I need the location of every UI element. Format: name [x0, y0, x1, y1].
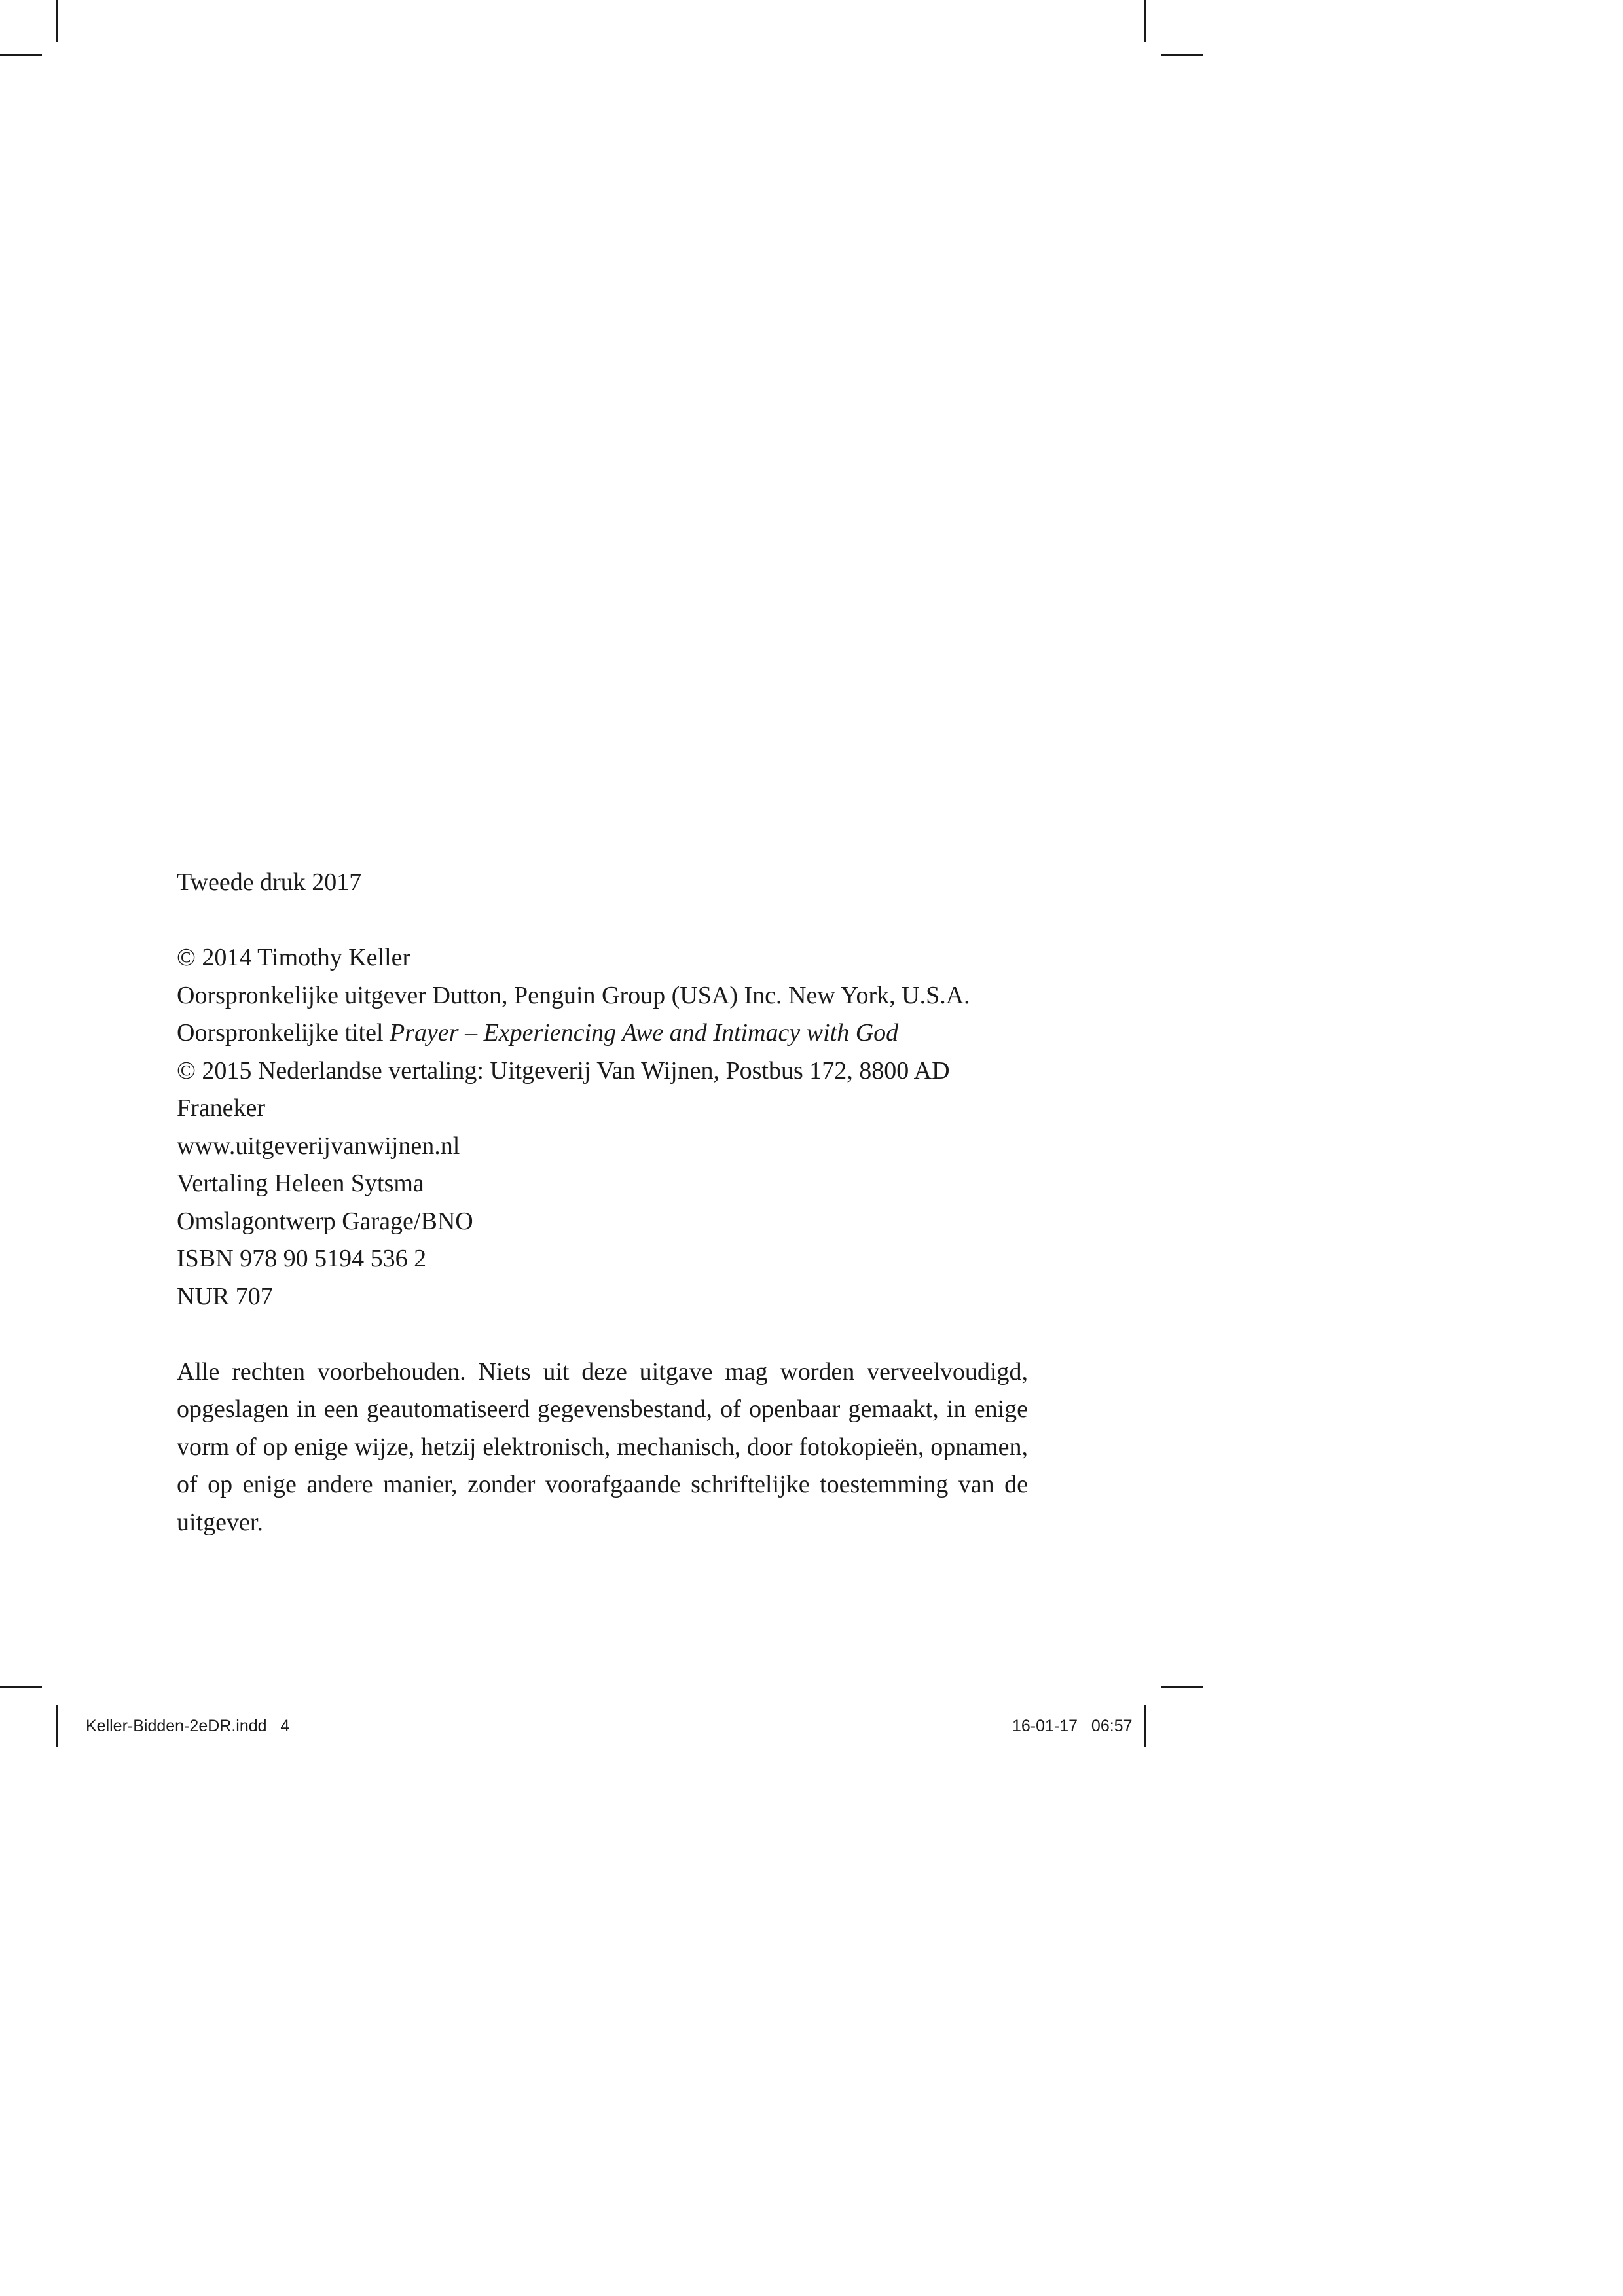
- translator-line: Vertaling Heleen Sytsma: [177, 1170, 424, 1197]
- crop-mark-bottom-right-horizontal: [1161, 1686, 1203, 1688]
- spacer: [177, 1316, 1028, 1354]
- crop-mark-bottom-left-vertical: [56, 1705, 58, 1747]
- isbn-line: ISBN 978 90 5194 536 2: [177, 1245, 427, 1272]
- crop-mark-top-left-vertical: [56, 0, 58, 42]
- nur-line: NUR 707: [177, 1282, 273, 1310]
- crop-mark-top-right-horizontal: [1161, 54, 1203, 56]
- crop-mark-top-left-horizontal: [0, 54, 42, 56]
- edition-line: Tweede druk 2017: [177, 869, 362, 896]
- cover-design-line: Omslagontwerp Garage/BNO: [177, 1207, 473, 1235]
- crop-mark-top-right-vertical: [1144, 0, 1146, 42]
- slug-filename: Keller-Bidden-2eDR.indd 4: [86, 1717, 290, 1735]
- crop-mark-bottom-left-horizontal: [0, 1686, 42, 1688]
- rights-notice: Alle rechten voorbehouden. Niets uit deze uitgave mag worden verveelvoudigd, opgeslagen in een geautomatiseerd gegevensbestand, of openbaar gemaakt, in enige vorm of op enige wijze, hetzij elektronisch, mechanisch, door fotokopieën, opnamen, of op enige andere manier, zonder voorafgaande schriftelijke toestemming van de uitgever.: [177, 1357, 1028, 1536]
- crop-mark-bottom-right-vertical: [1144, 1705, 1146, 1747]
- slug-datetime: 16-01-17 06:57: [1012, 1717, 1133, 1735]
- original-title: Prayer – Experiencing Awe and Intimacy with God: [390, 1019, 899, 1047]
- original-title-line: [177, 1014, 1028, 1052]
- author-copyright-line: © 2014 Timothy Keller: [177, 944, 411, 971]
- translation-copyright-line: © 2015 Nederlandse vertaling: Uitgeverij Van Wijnen, Postbus 172, 8800 AD Franeker: [177, 1056, 950, 1122]
- publisher-website: www.uitgeverijvanwijnen.nl: [177, 1132, 460, 1160]
- imprint-block: [177, 864, 1028, 1541]
- original-title-label: Oorspronkelijke titel: [177, 1019, 384, 1047]
- original-publisher-line: Oorspronkelijke uitgever Dutton, Penguin Group (USA) Inc. New York, U.S.A.: [177, 981, 970, 1009]
- spacer: [177, 902, 1028, 940]
